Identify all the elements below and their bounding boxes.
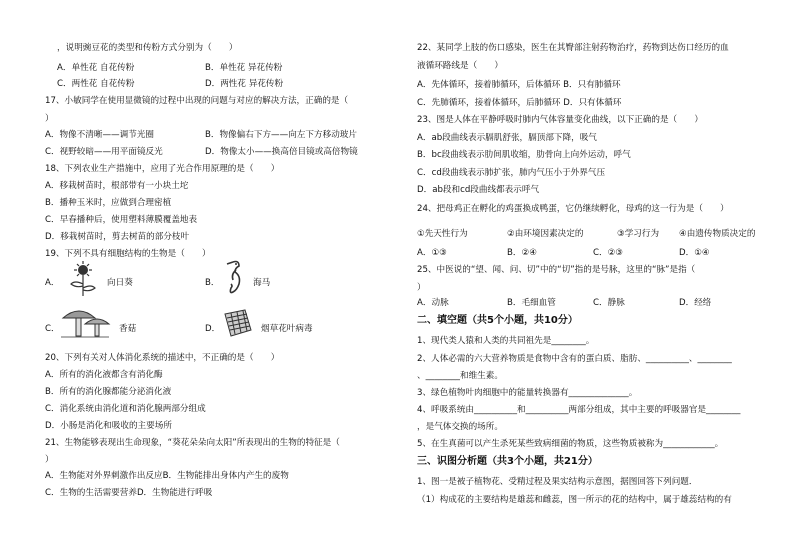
q17-option-a: A．物像不清晰——调节光圈 xyxy=(45,130,155,140)
q16-option-d: D．两性花 异花传粉 xyxy=(205,79,284,89)
sunflower-icon xyxy=(63,258,103,298)
q19-stem: 19、下列不具有细胞结构的生物是（ ） xyxy=(45,249,211,259)
q23-option-d: D．ab段和cd段曲线都表示呼气 xyxy=(417,185,540,195)
q22-stem-line1: 22、某同学上肢的伤口感染，医生在其臀部注射药物治疗，药物到达伤口经历的血 xyxy=(417,43,729,53)
q19-option-b-text: 海马 xyxy=(253,278,271,288)
q17-option-d: D．物像太小——换高倍目镜或高倍物镜 xyxy=(205,147,358,157)
q25-close: ） xyxy=(417,283,426,293)
q20-stem: 20、下列有关对人体消化系统的描述中，不正确的是（ ） xyxy=(45,353,280,363)
seahorse-icon xyxy=(223,258,247,298)
section-diagram-analysis-title: 三、识图分析题（共3个小题，共21分） xyxy=(417,456,598,467)
q22-stem-line2: 液循环路线是（ ） xyxy=(417,61,503,71)
q25-option-c: C．静脉 xyxy=(593,298,625,308)
fill-q4-line2: ，是气体交换的场所。 xyxy=(417,422,503,432)
q20-option-c: C．消化系统由消化道和消化腺两部分组成 xyxy=(45,404,206,414)
q19-option-c-text: 香菇 xyxy=(119,324,137,334)
q24-choice-4: ④由遗传物质决定的 xyxy=(679,229,756,239)
q17-option-c: C．视野较暗——用平面镜反光 xyxy=(45,147,163,157)
q23-option-b: B．bc段曲线表示肋间肌收缩，肋骨向上向外运动，呼气 xyxy=(417,150,631,160)
q20-option-b: B．所有的消化腺都能分泌消化液 xyxy=(45,387,172,397)
q24-stem: 24、把母鸡正在孵化的鸡蛋换成鸭蛋，它仍继续孵化，母鸡的这一行为是（ ） xyxy=(417,204,729,214)
q19-option-c-label: C． xyxy=(45,324,60,334)
q16-option-a: A．单性花 自花传粉 xyxy=(57,63,135,73)
fill-q1: 1、现代类人猿和人类的共同祖先是________。 xyxy=(417,336,595,346)
q19-option-d-text: 烟草花叶病毒 xyxy=(261,324,313,334)
q19-option-d-label: D． xyxy=(205,324,221,334)
fill-q4-line1: 4、呼吸系统由__________和__________两部分组成，其中主要的呼吸器官是________ xyxy=(417,405,741,415)
q18-option-a: A．移栽树苗时，根部带有一小块土坨 xyxy=(45,181,189,191)
mushroom-icon xyxy=(59,304,111,340)
fill-q5: 5、在生真菌可以产生杀死某些致病细菌的物质，这些物质被称为____________。 xyxy=(417,439,724,449)
q21-option-ab: A．生物能对外界刺激作出反应B．生物能排出身体内产生的废物 xyxy=(45,471,289,481)
q19-option-a-label: A． xyxy=(45,278,60,288)
q19-option-a-text: 向日葵 xyxy=(107,278,133,288)
q17-option-b: B．物像偏右下方——向左下方移动玻片 xyxy=(205,130,357,140)
q21-close: ） xyxy=(45,455,54,465)
q21-option-cd: C．生物的生活需要营养D．生物能进行呼吸 xyxy=(45,488,213,498)
q16-option-c: C．两性花 自花传粉 xyxy=(57,79,135,89)
virus-icon xyxy=(221,306,255,340)
q17-stem: 17、小敏同学在使用显微镜的过程中出现的问题与对应的解决方法，正确的是（ xyxy=(45,96,349,106)
q18-option-d: D．移栽树苗时，剪去树苗的部分枝叶 xyxy=(45,232,190,242)
fill-q2-line2: 、________和维生素。 xyxy=(417,371,503,381)
section-fill-in-title: 二、填空题（共5个小题，共10分） xyxy=(417,315,578,326)
q24-choice-3: ③学习行为 xyxy=(617,229,660,239)
q22-option-ab: A．先体循环，接着肺循环，后体循环 B．只有肺循环 xyxy=(417,80,621,90)
q25-option-d: D．经络 xyxy=(679,298,712,308)
q18-stem: 18、下列农业生产措施中，应用了光合作用原理的是（ ） xyxy=(45,164,280,174)
q22-option-cd: C．先肺循环，接着体循环，后肺循环 D．只有体循环 xyxy=(417,98,622,108)
q24-option-c: C．②③ xyxy=(593,248,624,258)
q16-option-b: B．单性花 异花传粉 xyxy=(205,63,283,73)
analysis-q1: 1、图一是被子植物花、受精过程及果实结构示意图，据图回答下列问题． xyxy=(417,477,698,487)
q23-option-c: C．cd段曲线表示肺扩张，肺内气压小于外界气压 xyxy=(417,168,606,178)
q20-option-d: D．小肠是消化和吸收的主要场所 xyxy=(45,421,172,431)
q23-option-a: A．ab段曲线表示膈肌舒张，膈顶部下降，吸气 xyxy=(417,133,597,143)
q18-option-c: C．早春播种后，使用塑料薄膜覆盖地表 xyxy=(45,215,198,225)
q20-option-a: A．所有的消化液都含有消化酶 xyxy=(45,370,163,380)
q25-option-a: A．动脉 xyxy=(417,298,449,308)
q24-option-d: D．①④ xyxy=(679,248,710,258)
q21-stem: 21、生物能够表现出生命现象，“葵花朵朵向太阳”所表现出的生物的特征是（ xyxy=(45,438,340,448)
q24-choice-2: ②由环境因素决定的 xyxy=(507,229,584,239)
q24-option-a: A．①③ xyxy=(417,248,447,258)
q18-option-b: B．播种玉米时，应做到合理密植 xyxy=(45,198,172,208)
q17-close: ） xyxy=(45,114,54,124)
q24-choice-1: ①先天性行为 xyxy=(417,229,468,239)
fill-q3: 3、绿色植物叶肉细胞中的能量转换器有______________。 xyxy=(417,388,638,398)
q23-stem: 23、图是人体在平静呼吸时肺内气体容量变化曲线，以下正确的是（ ） xyxy=(417,115,703,125)
q19-option-b-label: B． xyxy=(205,278,220,288)
q24-option-b: B．②④ xyxy=(507,248,537,258)
q25-option-b: B．毛细血管 xyxy=(507,298,556,308)
analysis-q1-sub1: （1）构成花的主要结构是雄蕊和雌蕊，图一所示的花的结构中，属于雄蕊结构的有 xyxy=(417,495,732,505)
q16-stem: ，说明豌豆花的类型和传粉方式分别为（ ） xyxy=(57,43,238,53)
q25-stem: 25、中医说的“望、闻、问、切”中的“切”指的是号脉，这里的“脉”是指（ xyxy=(417,265,696,275)
fill-q2-line1: 2、人体必需的六大营养物质是食物中含有的蛋白质、脂肪、__________、________ xyxy=(417,354,732,364)
